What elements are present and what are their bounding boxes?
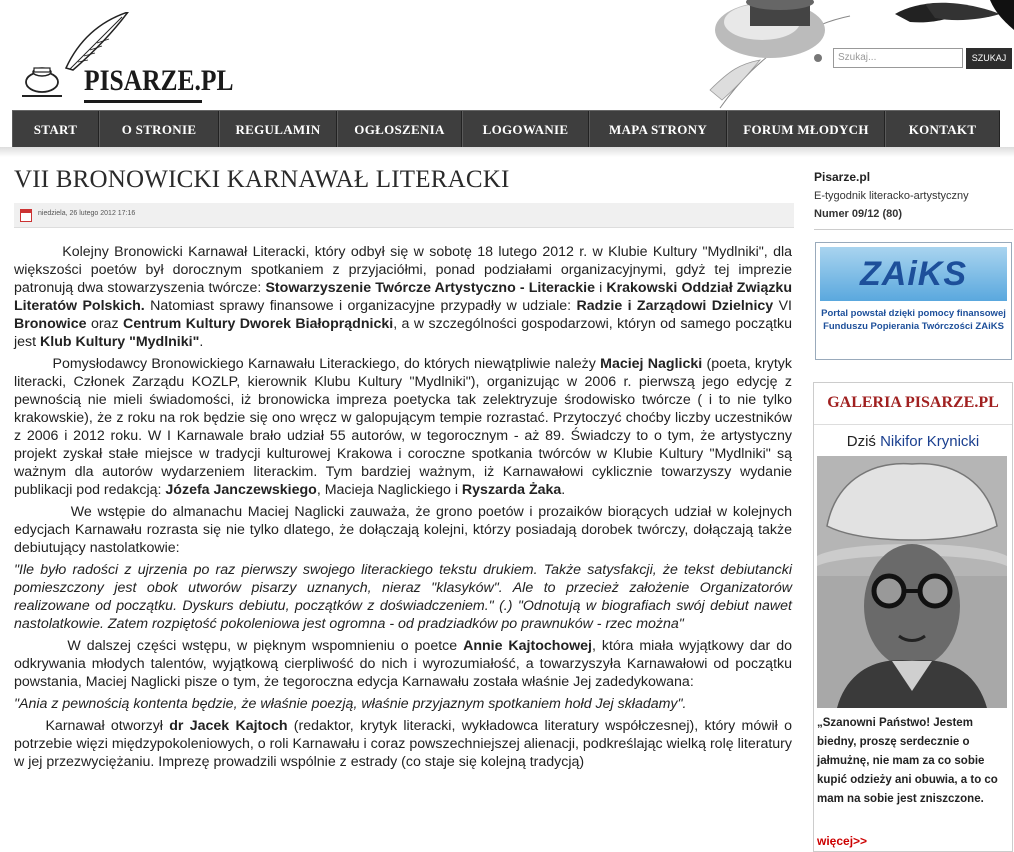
nav-item-mapa-strony[interactable]: MAPA STRONY [589,111,727,148]
search-button[interactable]: SZUKAJ [966,48,1012,69]
gallery-title[interactable]: GALERIA PISARZE.PL [827,394,999,411]
nav-item-o-stronie[interactable]: O STRONIE [99,111,219,148]
logo-underline [84,100,202,103]
article-paragraph: We wstępie do almanachu Maciej Naglicki zauważa, że grono poetów i prozaików biorących udział w kolejnych edycjach Karnawału rozrasta się nie tylko dlatego, że dołączają kolejni, którzy posiadają dorobek twórczy, dołączają także debiutujący nastolatkowie: [14,504,792,556]
article-date: niedziela, 26 lutego 2012 17:16 [38,210,136,217]
article-quote: "Ile było radości z ujrzenia po raz pierwszy swojego literackiego tekstu drukiem. Także satysfakcji, że tekst debiutancki pomieszczony jest obok utworów pisarzy uznanych, nieraz "klasyków". Ale to przecież założenie Organizatorów realizowane od początku. Dyskurs debiutu, początków z doświadczeniem." (.) "Odnotują w biografiach swój debiut nawet nastolatkowie. Zatem rozpiętość pokoleniowa jest ogromna - od pradziadków po prawnuków - rzec można" [14,562,792,632]
nav-item-regulamin[interactable]: REGULAMIN [219,111,337,148]
nav-item-logowanie[interactable]: LOGOWANIE [462,111,589,148]
article-paragraph: Kolejny Bronowicki Karnawał Literacki, który odbył się w sobotę 18 lutego 2012 r. w Klubie Kultury "Mydlniki", dla większości poetów był dorocznym spotkaniem z przyjaciółmi, ponad podziałami organizacyjnymi, gdyż tej imprezie patronują dwa stowarzyszenia twórcze: Stowarzyszenie Twórcze Artystyczno - Literackie i Krakowski Oddział Związku Literatów Polskich. Natomiast sprawy finansowe i organizacyjne przypadły w udziale: Radzie i Zarządowi Dzielnicy VI Bronowice oraz Centrum Kultury Dworek Białoprądnicki, a w szczególności gospodarzowi, któryn od samego początku jest Klub Kultury "Mydlniki". [14,244,793,350]
sidebar-issue-number: Numer 09/12 (80) [814,208,903,220]
nav-item-forum-mlodych[interactable]: FORUM MŁODYCH [727,111,885,148]
article-body [14,243,792,775]
article-paragraph: W dalszej części wstępu, w pięknym wspomnieniu o poetce Annie Kajtochowej, która miała wyjątkowy dar do odkrywania młodych talentów, wyjątkową cierpliwość do nich i wyrozumiałość, a towarzyszyła Karnawałowi od początku powstania, Maciej Naglicki pisze o tym, że tegoroczna edycja Karnawału została właśnie Jej zadedykowana: [14,638,792,690]
nav-shadow [0,147,1014,157]
article-date-bar [14,203,794,228]
calendar-icon [20,209,32,222]
gallery-artist-name[interactable]: Nikifor Krynicki [880,433,980,450]
nav-item-kontakt[interactable]: KONTAKT [885,111,1000,148]
main-navigation [12,110,1000,148]
sidebar-divider [814,229,1013,230]
nav-item-start[interactable]: START [12,111,99,148]
zaiks-text: Portal powstał dzięki pomocy finansowej Funduszu Popierania Twórczości ZAiKS [821,308,1006,332]
site-logo[interactable] [18,12,234,102]
article-quote: "Ania z pewnością kontenta będzie, że właśnie poezją, właśnie przyjaznym spotkaniem hołd Jej składamy". [14,696,687,712]
gallery-box [813,382,1013,852]
gallery-quote: „Szanowni Państwo! Jestem biedny, proszę serdecznie o jałmużnę, nie mam za co sobie kupić odzieży ani obuwia, a to co mam na sobie jest zniszczone. [817,717,998,805]
site-header [0,0,1014,112]
search-input[interactable]: Szukaj... [833,48,963,68]
gallery-today: Dziś Nikifor Krynicki [846,433,980,450]
nav-item-ogloszenia[interactable]: OGŁOSZENIA [337,111,462,148]
article-title: VII BRONOWICKI KARNAWAŁ LITERACKI [14,166,510,193]
zaiks-logo-text: ZAiKS [860,255,967,293]
portrait-photo-illustration [817,456,1007,708]
sidebar-title: Pisarze.pl [814,170,871,184]
article-paragraph: Karnawał otworzył dr Jacek Kajtoch (redaktor, krytyk literacki, wykładowca literatury współczesnej), który mówił o potrzebie więzi międzypokoleniowych, o roli Karnawału i coraz powszechniejszej alienacji, podkreślając wielką rolę literatury w jej przezwyciężaniu. Imprezę prowadzili wspólnie z estrady (co staje się kolejną tradycją) [14,718,792,770]
zaiks-banner[interactable] [815,242,1012,360]
more-link[interactable]: więcej>> [817,834,868,848]
zaiks-logo [820,247,1007,301]
gallery-photo[interactable] [817,456,1007,708]
article-paragraph: Pomysłodawcy Bronowickiego Karnawału Literackiego, do których niewątpliwie należy Maciej Naglicki (poeta, krytyk literacki, Członek Zarządu KOZLP, kierownik Klubu Kultury "Mydlniki"), organizując w 2006 r. pierwszą jego edycję z pewnością nie mieli świadomości, iż bronowicka impreza poetycka tak zelektryzuje środowisko twórcze ( i to nie tylko krakowskie), że z roku na rok będzie się ono wręcz w galopującym tempie rozrastać. Przytoczyć choćby liczby uczestników z 2006 i 2012 roku. W I Karnawale brało udział 55 autorów, w tegorocznym - aż 89. Świadczy to o tym, że artystyczny projekt zyskał stałe miejsce w tradycji kulturowej Krakowa i coroczne spotkania twórców w Klubie Kultury "Mydlniki" są ważnym dla autorów wydarzeniem literackim. Tym bardziej ważnym, iż Karnawałowi cyklicznie towarzyszy wydanie publikacji pod redakcją: Józefa Janczewskiego, Macieja Naglickiego i Ryszarda Żaka. [14,356,792,498]
logo-text: PISARZE.PL [84,64,234,97]
gallery-divider [814,424,1012,425]
sidebar-subtitle: E-tygodnik literacko-artystyczny [814,190,969,202]
